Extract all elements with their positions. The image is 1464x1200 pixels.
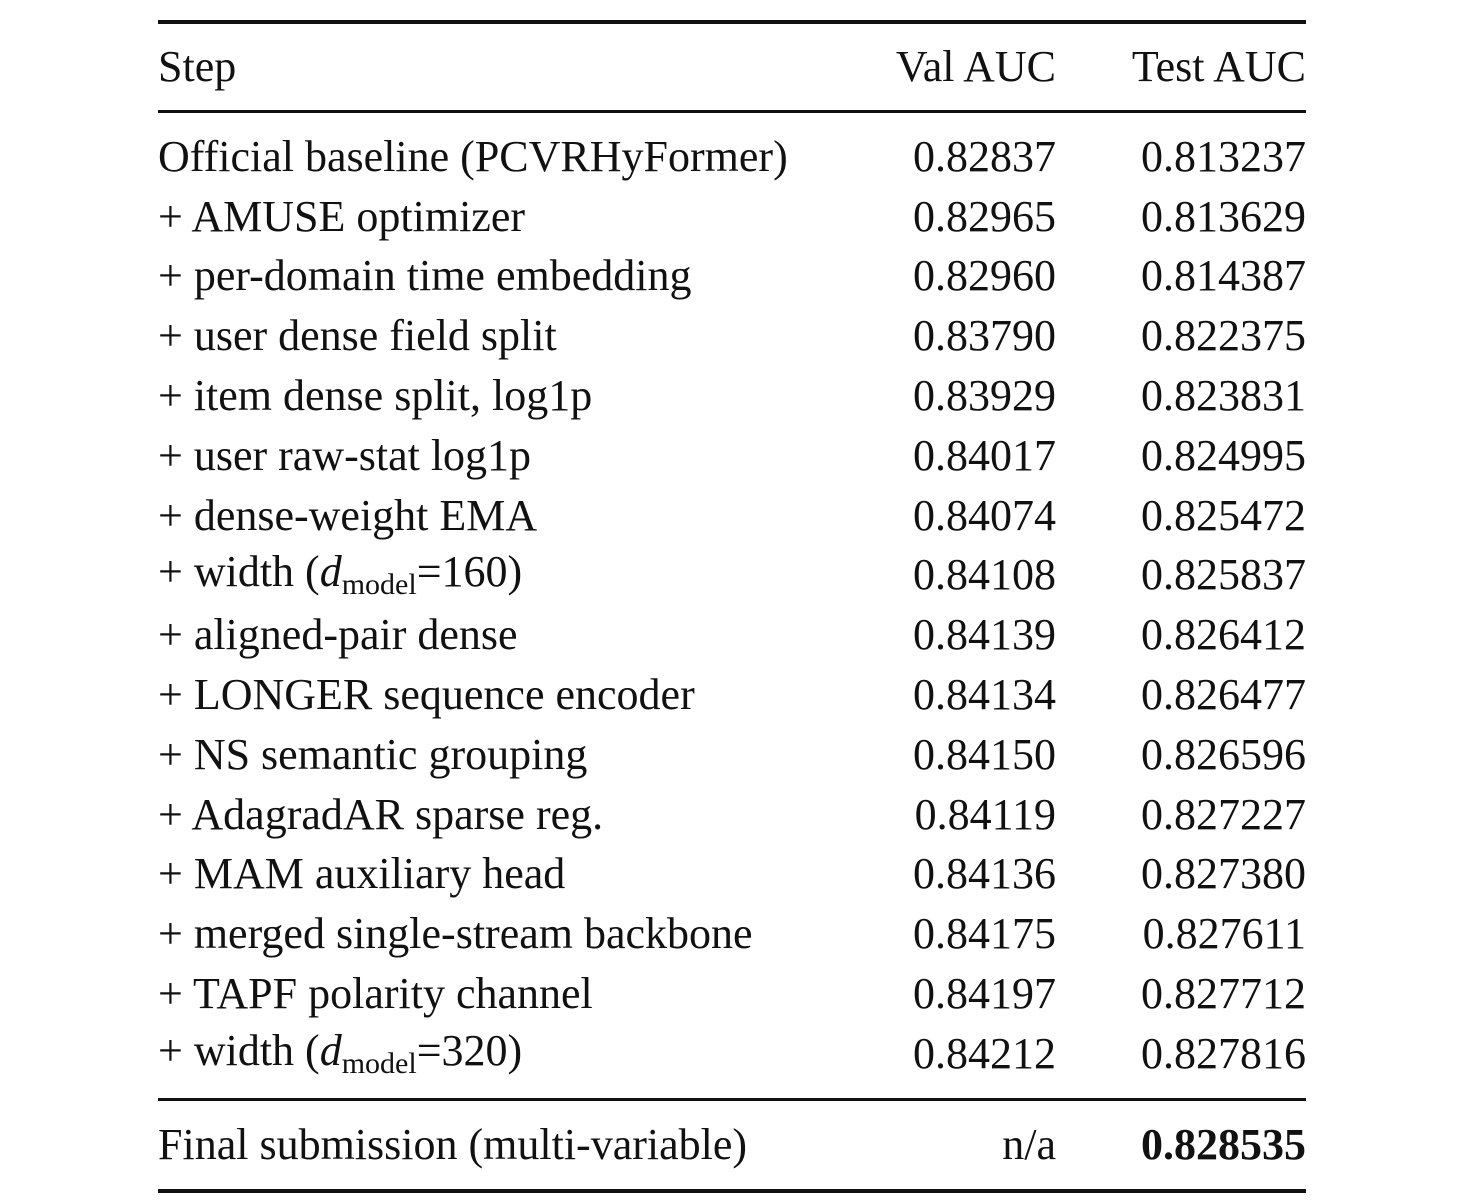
header-row <box>158 22 1306 112</box>
val-auc-cell: 0.84119 <box>914 789 1056 839</box>
table-row <box>158 187 1306 247</box>
table-row <box>158 426 1306 486</box>
test-auc-cell: 0.813237 <box>1141 131 1306 181</box>
val-auc-cell: 0.84136 <box>913 849 1056 899</box>
val-auc-cell: 0.83790 <box>913 311 1056 361</box>
val-auc-cell: 0.84212 <box>913 1028 1056 1078</box>
val-auc-cell: 0.83929 <box>913 371 1056 421</box>
results-table-container <box>158 20 1306 1193</box>
final-val-auc-cell: n/a <box>1002 1119 1056 1169</box>
step-variable: d <box>319 1025 342 1075</box>
header-val-auc: Val AUC <box>895 42 1056 91</box>
step-cell: + merged single-stream backbone <box>158 909 753 959</box>
test-auc-cell: 0.827380 <box>1141 849 1306 899</box>
step-cell: + user raw-stat log1p <box>158 430 532 480</box>
table-row <box>158 306 1306 366</box>
step-cell: + dense-weight EMA <box>158 490 538 540</box>
table-body <box>158 112 1306 1100</box>
step-cell: + NS semantic grouping <box>158 729 588 779</box>
final-step-cell: Final submission (multi-variable) <box>158 1119 748 1169</box>
val-auc-cell: 0.84197 <box>913 969 1056 1019</box>
test-auc-cell: 0.827816 <box>1141 1028 1306 1078</box>
test-auc-cell: 0.827227 <box>1141 789 1306 839</box>
step-cell: + TAPF polarity channel <box>158 969 593 1019</box>
table-row <box>158 725 1306 785</box>
test-auc-cell: 0.814387 <box>1141 251 1306 301</box>
test-auc-cell: 0.826596 <box>1141 729 1306 779</box>
header-test-auc: Test AUC <box>1131 42 1306 91</box>
table-row <box>158 486 1306 546</box>
test-auc-cell: 0.827712 <box>1141 969 1306 1019</box>
val-auc-cell: 0.84175 <box>913 909 1056 959</box>
step-cell <box>158 546 826 606</box>
val-auc-cell: 0.84108 <box>913 550 1056 600</box>
step-suffix: =320) <box>416 1025 523 1075</box>
table-row <box>158 845 1306 905</box>
table-row <box>158 785 1306 845</box>
val-auc-cell: 0.82837 <box>913 131 1056 181</box>
table-header <box>158 22 1306 112</box>
final-test-auc-cell: 0.828535 <box>1141 1119 1306 1169</box>
step-cell: + aligned-pair dense <box>158 610 518 660</box>
step-cell: Official baseline (PCVRHyFormer) <box>158 131 788 181</box>
table-row <box>158 605 1306 665</box>
val-auc-cell: 0.84017 <box>913 430 1056 480</box>
table-row <box>158 247 1306 307</box>
step-cell: + AMUSE optimizer <box>158 191 526 241</box>
table-row <box>158 665 1306 725</box>
table-footer <box>158 1099 1306 1191</box>
test-auc-cell: 0.822375 <box>1141 311 1306 361</box>
val-auc-cell: 0.82960 <box>913 251 1056 301</box>
table-row <box>158 904 1306 964</box>
step-cell: + item dense split, log1p <box>158 371 593 421</box>
step-prefix: + width ( <box>158 1025 320 1075</box>
step-cell: + LONGER sequence encoder <box>158 670 695 720</box>
table-row <box>158 112 1306 187</box>
val-auc-cell: 0.84139 <box>913 610 1056 660</box>
results-table <box>158 20 1306 1193</box>
test-auc-cell: 0.826477 <box>1141 670 1306 720</box>
step-suffix: =160) <box>416 547 523 597</box>
step-cell: + AdagradAR sparse reg. <box>158 789 604 839</box>
step-cell <box>158 1024 826 1099</box>
val-auc-cell: 0.84150 <box>913 729 1056 779</box>
test-auc-cell: 0.825837 <box>1141 550 1306 600</box>
val-auc-cell: 0.84074 <box>913 490 1056 540</box>
final-row <box>158 1099 1306 1191</box>
step-subscript: model <box>341 568 417 602</box>
table-row <box>158 546 1306 606</box>
table-row <box>158 964 1306 1024</box>
test-auc-cell: 0.824995 <box>1141 430 1306 480</box>
table-row <box>158 366 1306 426</box>
step-variable: d <box>319 547 342 597</box>
test-auc-cell: 0.823831 <box>1141 371 1306 421</box>
step-cell: + MAM auxiliary head <box>158 849 566 899</box>
step-cell: + per-domain time embedding <box>158 251 692 301</box>
table-row <box>158 1024 1306 1099</box>
test-auc-cell: 0.826412 <box>1141 610 1306 660</box>
test-auc-cell: 0.825472 <box>1141 490 1306 540</box>
step-subscript: model <box>341 1046 417 1080</box>
val-auc-cell: 0.82965 <box>913 191 1056 241</box>
test-auc-cell: 0.813629 <box>1141 191 1306 241</box>
header-step: Step <box>158 42 237 91</box>
step-prefix: + width ( <box>158 547 320 597</box>
test-auc-cell: 0.827611 <box>1142 909 1306 959</box>
val-auc-cell: 0.84134 <box>913 670 1056 720</box>
step-cell: + user dense field split <box>158 311 557 361</box>
